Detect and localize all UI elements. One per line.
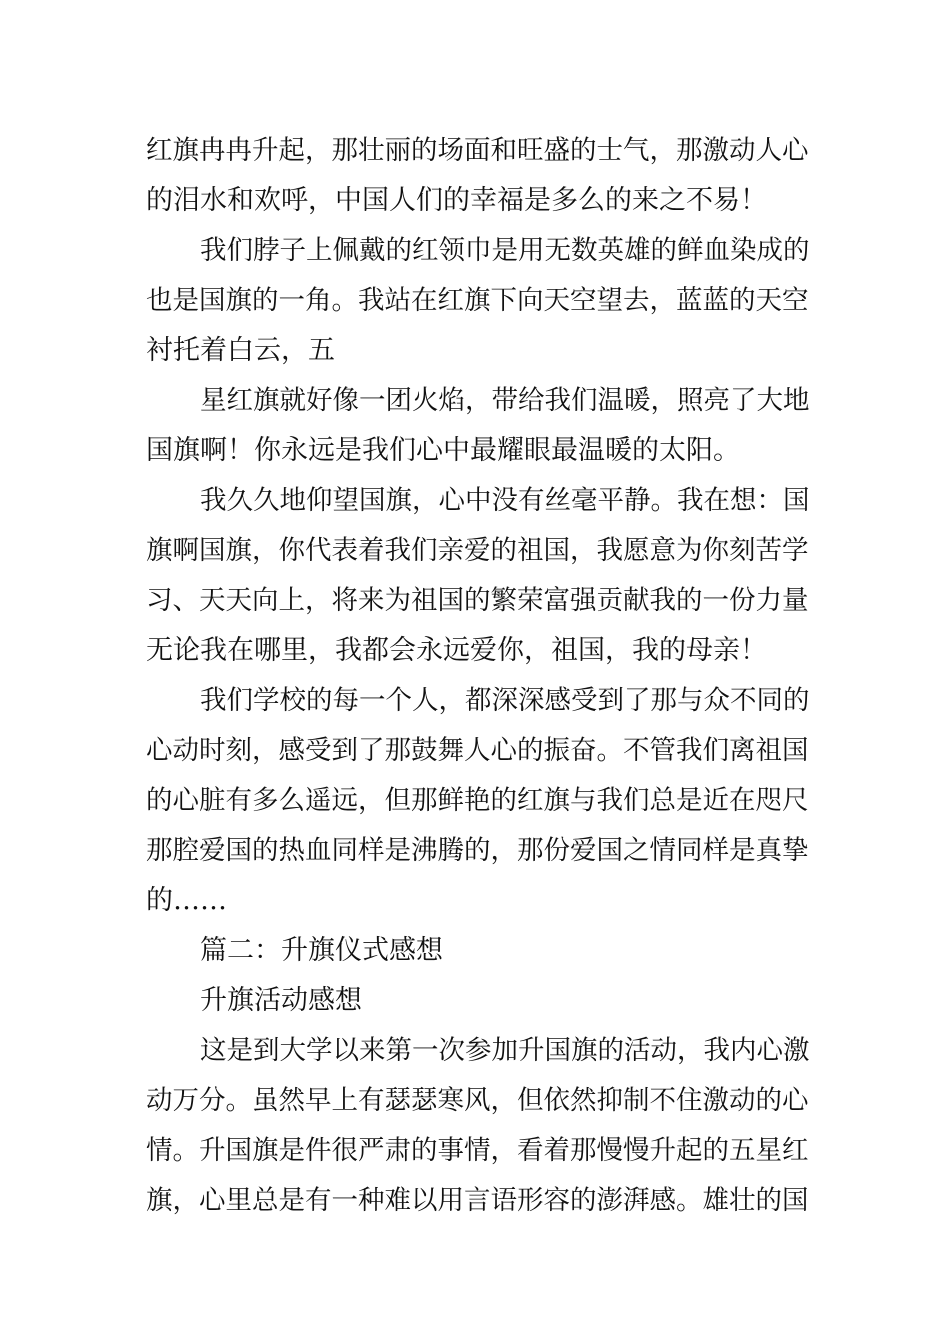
text-line: 红旗冉冉升起，那壮丽的场面和旺盛的士气，那激动人心 bbox=[146, 135, 809, 166]
text-line: 衬托着白云，五 bbox=[146, 335, 335, 366]
text-line: 的泪水和欢呼，中国人们的幸福是多么的来之不易！ bbox=[146, 185, 767, 216]
text-line: 情。升国旗是件很严肃的事情，看着那慢慢升起的五星红 bbox=[146, 1135, 809, 1166]
text-line: 也是国旗的一角。我站在红旗下向天空望去，蓝蓝的天空 bbox=[146, 285, 809, 316]
text-line: 心动时刻，感受到了那鼓舞人心的振奋。不管我们离祖国 bbox=[146, 735, 809, 766]
text-line: 我久久地仰望国旗，心中没有丝毫平静。我在想：国 bbox=[200, 485, 810, 516]
document-body bbox=[146, 126, 816, 1226]
text-line: 习、天天向上，将来为祖国的繁荣富强贡献我的一份力量 bbox=[146, 585, 809, 616]
text-line: 我们脖子上佩戴的红领巾是用无数英雄的鲜血染成的 bbox=[200, 235, 810, 266]
text-line: 旗，心里总是有一种难以用言语形容的澎湃感。雄壮的国 bbox=[146, 1185, 809, 1216]
text-line: 星红旗就好像一团火焰，带给我们温暖，照亮了大地 bbox=[200, 385, 810, 416]
text-line: 无论我在哪里，我都会永远爱你，祖国，我的母亲！ bbox=[146, 635, 767, 666]
text-line: 动万分。虽然早上有瑟瑟寒风，但依然抑制不住激动的心 bbox=[146, 1085, 809, 1116]
section-heading: 篇二：升旗仪式感想 bbox=[200, 935, 443, 966]
section-subheading: 升旗活动感想 bbox=[200, 985, 362, 1016]
text-line: 那腔爱国的热血同样是沸腾的，那份爱国之情同样是真挚 bbox=[146, 835, 809, 866]
text-line: 的心脏有多么遥远，但那鲜艳的红旗与我们总是近在咫尺 bbox=[146, 785, 809, 816]
text-line: 国旗啊！你永远是我们心中最耀眼最温暖的太阳。 bbox=[146, 435, 740, 466]
text-line: 我们学校的每一个人，都深深感受到了那与众不同的 bbox=[200, 685, 810, 716]
text-line: 这是到大学以来第一次参加升国旗的活动，我内心激 bbox=[200, 1035, 810, 1066]
text-line: 旗啊国旗，你代表着我们亲爱的祖国，我愿意为你刻苦学 bbox=[146, 535, 809, 566]
text-line: 的…… bbox=[146, 885, 227, 916]
